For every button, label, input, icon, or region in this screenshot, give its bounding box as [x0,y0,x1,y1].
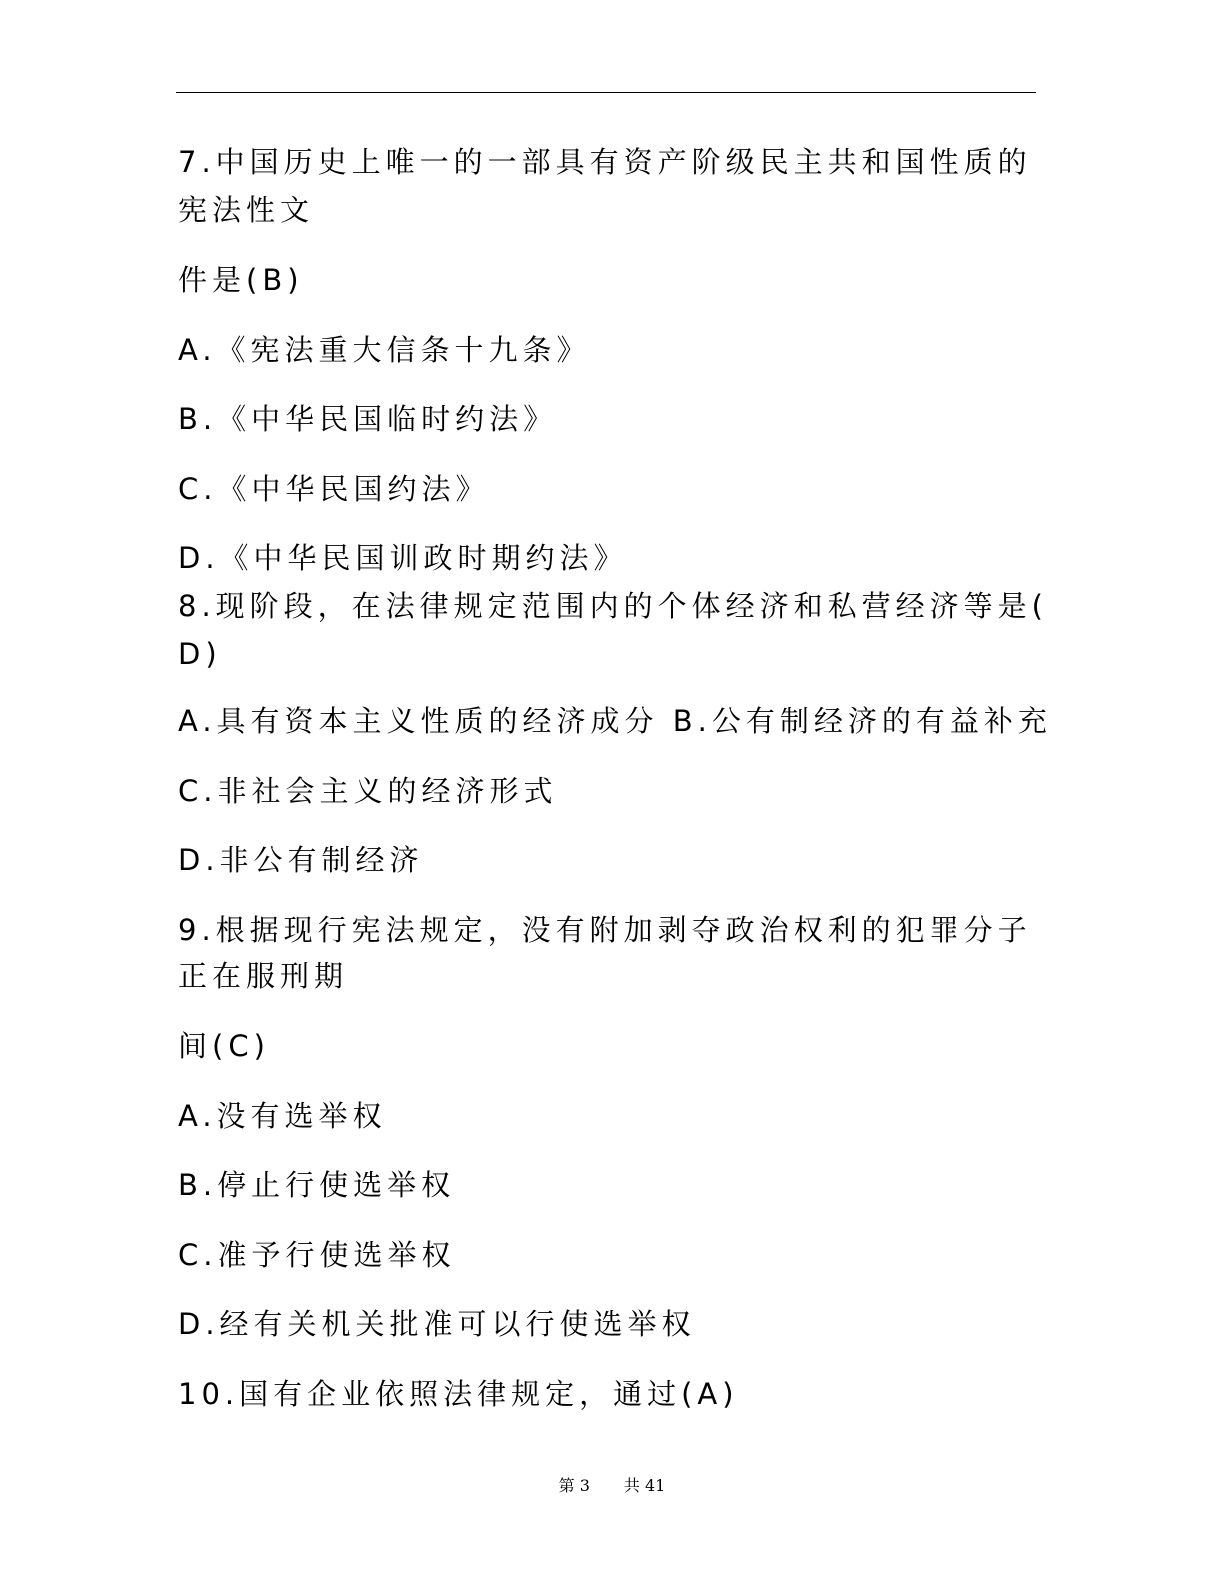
q8-stem-line2: D) [178,637,222,671]
q9-option-b: B.停止行使选举权 [178,1168,456,1202]
q9-stem-line2: 正在服刑期 [178,959,349,993]
q10-stem-line1: 10.国有企业依照法律规定，通过(A) [178,1377,739,1411]
q8-stem-line1: 8.现阶段，在法律规定范围内的个体经济和私营经济等是( [178,589,1048,623]
q9-stem-line1: 9.根据现行宪法规定，没有附加剥夺政治权利的犯罪分子 [178,913,1032,947]
q7-option-c: C.《中华民国约法》 [178,472,490,506]
page-footer [0,1476,1224,1496]
q7-option-a: A.《宪法重大信条十九条》 [178,333,591,367]
q7-stem-line1: 7.中国历史上唯一的一部具有资产阶级民主共和国性质的 [178,145,1032,179]
q7-option-b: B.《中华民国临时约法》 [178,402,558,436]
page-total: 共 41 [623,1476,666,1495]
q8-option-d: D.非公有制经济 [178,843,424,877]
q7-stem-line3: 件是(B) [178,263,304,297]
q9-option-a: A.没有选举权 [178,1099,387,1133]
q9-option-c: C.准予行使选举权 [178,1238,456,1272]
header-rule [176,92,1036,93]
q8-option-ab: A.具有资本主义性质的经济成分 B.公有制经济的有益补充 [178,704,1052,738]
q9-stem-line3: 间(C) [178,1029,270,1063]
q7-stem-line2: 宪法性文 [178,193,315,227]
q9-option-d: D.经有关机关批准可以行使选举权 [178,1307,696,1341]
q8-option-c: C.非社会主义的经济形式 [178,774,558,808]
q7-option-d: D.《中华民国训政时期约法》 [178,541,628,575]
page-number: 第 3 [558,1476,590,1495]
